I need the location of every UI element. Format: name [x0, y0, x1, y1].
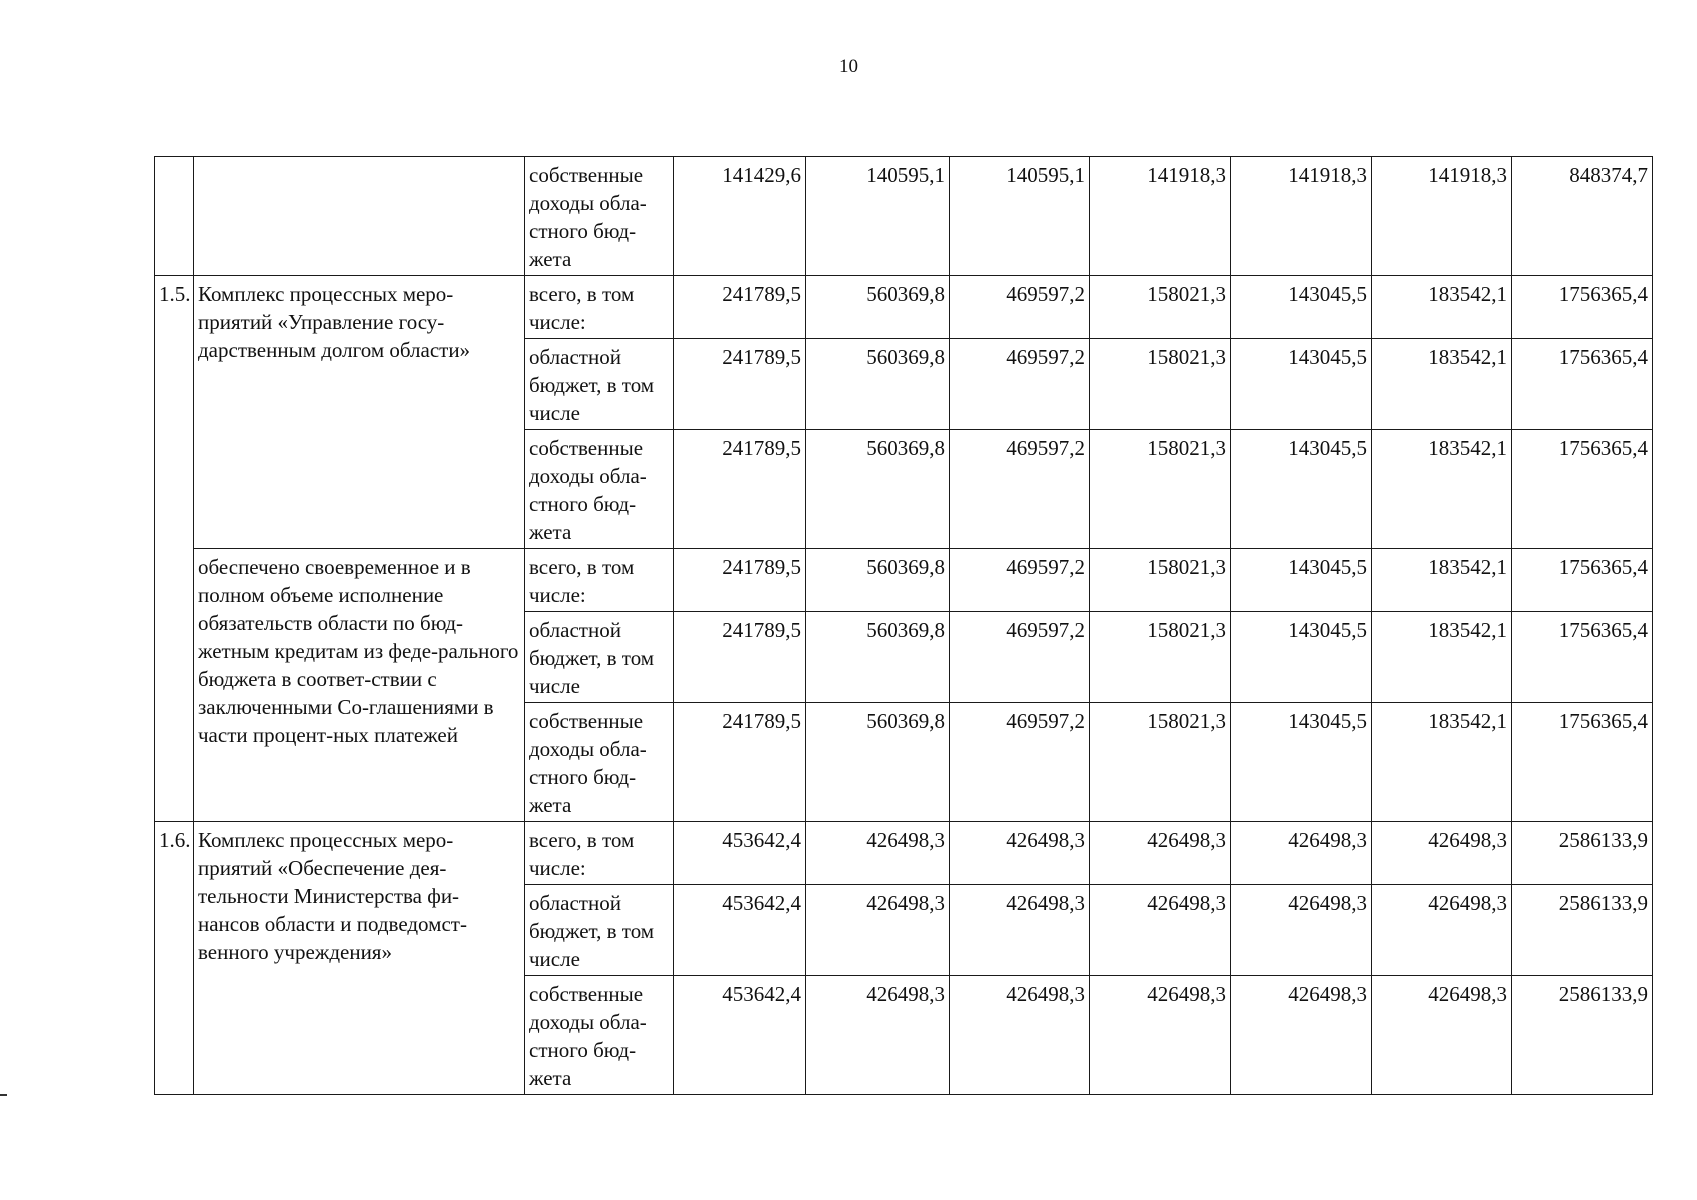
value-cell: 2586133,9 [1512, 822, 1653, 885]
value-cell: 426498,3 [806, 885, 950, 976]
funding-source-cell: областной бюджет, в том числе [525, 339, 674, 430]
value-cell: 143045,5 [1231, 430, 1372, 549]
value-cell: 183542,1 [1372, 703, 1512, 822]
value-cell: 183542,1 [1372, 430, 1512, 549]
value-cell: 426498,3 [950, 822, 1090, 885]
item-number-cell [155, 157, 194, 276]
value-cell: 426498,3 [1231, 976, 1372, 1095]
value-cell: 848374,7 [1512, 157, 1653, 276]
value-cell: 140595,1 [950, 157, 1090, 276]
value-cell: 560369,8 [806, 276, 950, 339]
funding-source-cell: всего, в том числе: [525, 549, 674, 612]
value-cell: 426498,3 [1372, 976, 1512, 1095]
value-cell: 183542,1 [1372, 276, 1512, 339]
funding-source-cell: всего, в том числе: [525, 822, 674, 885]
value-cell: 426498,3 [1090, 822, 1231, 885]
value-cell: 140595,1 [806, 157, 950, 276]
value-cell: 469597,2 [950, 703, 1090, 822]
value-cell: 453642,4 [674, 885, 806, 976]
item-number-cell: 1.5. [155, 276, 194, 822]
value-cell: 141918,3 [1372, 157, 1512, 276]
value-cell: 241789,5 [674, 703, 806, 822]
value-cell: 241789,5 [674, 549, 806, 612]
value-cell: 426498,3 [1090, 976, 1231, 1095]
table-row [155, 276, 1653, 339]
funding-source-cell: собственные доходы обла-стного бюд-жета [525, 430, 674, 549]
value-cell: 560369,8 [806, 703, 950, 822]
value-cell: 560369,8 [806, 339, 950, 430]
value-cell: 1756365,4 [1512, 339, 1653, 430]
value-cell: 469597,2 [950, 339, 1090, 430]
value-cell: 158021,3 [1090, 276, 1231, 339]
value-cell: 141918,3 [1231, 157, 1372, 276]
value-cell: 1756365,4 [1512, 612, 1653, 703]
value-cell: 426498,3 [806, 976, 950, 1095]
funding-source-cell: всего, в том числе: [525, 276, 674, 339]
funding-source-cell: собственные доходы обла-стного бюд-жета [525, 703, 674, 822]
value-cell: 1756365,4 [1512, 549, 1653, 612]
value-cell: 426498,3 [1231, 885, 1372, 976]
value-cell: 241789,5 [674, 430, 806, 549]
value-cell: 426498,3 [1231, 822, 1372, 885]
page-number: 10 [839, 56, 858, 77]
value-cell: 1756365,4 [1512, 430, 1653, 549]
value-cell: 426498,3 [1372, 885, 1512, 976]
value-cell: 453642,4 [674, 822, 806, 885]
value-cell: 560369,8 [806, 430, 950, 549]
value-cell: 143045,5 [1231, 339, 1372, 430]
funding-source-cell: собственные доходы обла-стного бюд-жета [525, 157, 674, 276]
value-cell: 158021,3 [1090, 703, 1231, 822]
value-cell: 560369,8 [806, 612, 950, 703]
value-cell: 426498,3 [1090, 885, 1231, 976]
value-cell: 426498,3 [1372, 822, 1512, 885]
value-cell: 158021,3 [1090, 430, 1231, 549]
value-cell: 158021,3 [1090, 612, 1231, 703]
value-cell: 158021,3 [1090, 549, 1231, 612]
value-cell: 241789,5 [674, 339, 806, 430]
value-cell: 143045,5 [1231, 549, 1372, 612]
value-cell: 141429,6 [674, 157, 806, 276]
table-row [155, 157, 1653, 276]
item-name-cell: Комплекс процессных меро-приятий «Обеспечение дея-тельности Министерства фи-нансов области и подведомст-венного учреждения» [194, 822, 525, 1095]
value-cell: 426498,3 [950, 976, 1090, 1095]
value-cell: 453642,4 [674, 976, 806, 1095]
value-cell: 1756365,4 [1512, 276, 1653, 339]
item-name-cell: обеспечено своевременное и в полном объеме исполнение обязательств области по бюд-жетным кредитам из феде-рального бюджета в соответ-ствии с заключенными Со-глашениями в части процент-ных платежей [194, 549, 525, 822]
value-cell: 469597,2 [950, 430, 1090, 549]
value-cell: 141918,3 [1090, 157, 1231, 276]
value-cell: 241789,5 [674, 276, 806, 339]
value-cell: 469597,2 [950, 276, 1090, 339]
item-name-cell [194, 157, 525, 276]
value-cell: 241789,5 [674, 612, 806, 703]
value-cell: 469597,2 [950, 612, 1090, 703]
funding-source-cell: областной бюджет, в том числе [525, 612, 674, 703]
budget-table [154, 156, 1653, 1095]
value-cell: 560369,8 [806, 549, 950, 612]
value-cell: 469597,2 [950, 549, 1090, 612]
table-row [155, 822, 1653, 885]
table-row [155, 549, 1653, 612]
funding-source-cell: собственные доходы обла-стного бюд-жета [525, 976, 674, 1095]
funding-source-cell: областной бюджет, в том числе [525, 885, 674, 976]
value-cell: 143045,5 [1231, 276, 1372, 339]
value-cell: 426498,3 [806, 822, 950, 885]
item-number-cell: 1.6. [155, 822, 194, 1095]
value-cell: 183542,1 [1372, 549, 1512, 612]
value-cell: 158021,3 [1090, 339, 1231, 430]
value-cell: 143045,5 [1231, 612, 1372, 703]
value-cell: 426498,3 [950, 885, 1090, 976]
value-cell: 1756365,4 [1512, 703, 1653, 822]
margin-mark [0, 1094, 7, 1096]
item-name-cell: Комплекс процессных меро-приятий «Управление госу-дарственным долгом области» [194, 276, 525, 549]
value-cell: 2586133,9 [1512, 885, 1653, 976]
value-cell: 2586133,9 [1512, 976, 1653, 1095]
value-cell: 143045,5 [1231, 703, 1372, 822]
value-cell: 183542,1 [1372, 612, 1512, 703]
value-cell: 183542,1 [1372, 339, 1512, 430]
